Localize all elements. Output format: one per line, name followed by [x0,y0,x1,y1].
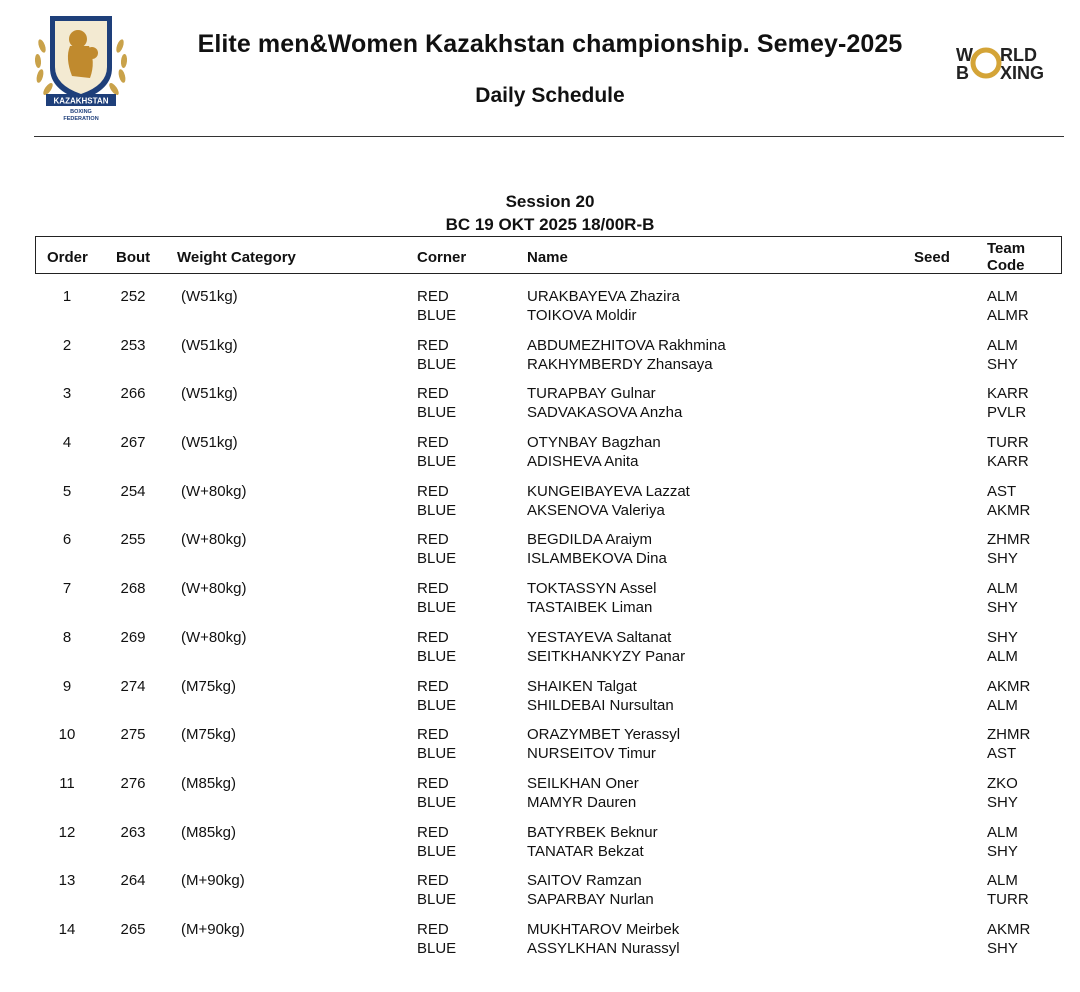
blue-team-code: ALM [987,647,1018,665]
table-row [0,920,1080,969]
blue-boxer-name: SHILDEBAI Nursultan [527,696,674,714]
weight-category: (M+90kg) [181,920,245,938]
weight-category: (W+80kg) [181,531,247,549]
red-boxer-name: TOKTASSYN Assel [527,580,657,598]
red-corner-label: RED [417,531,449,549]
blue-boxer-name: TOIKOVA Moldir [527,307,637,324]
blue-boxer-name: SAPARBAY Nurlan [527,891,654,909]
bout-number: 254 [120,482,146,500]
table-row [0,677,1080,726]
red-team-code: ALM [987,580,1018,598]
red-boxer-name: SEILKHAN Oner [527,774,639,792]
red-team-code: AKMR [987,920,1031,938]
column-header-weight-category: Weight Category [177,249,296,266]
red-boxer-name: OTYNBAY Bagzhan [527,434,661,452]
weight-category: (M85kg) [181,774,237,792]
red-boxer-name: MUKHTAROV Meirbek [527,920,680,938]
table-row [0,871,1080,920]
blue-boxer-name: RAKHYMBERDY Zhansaya [527,355,713,373]
blue-team-code: ALM [987,696,1018,714]
kazakhstan-boxing-federation-logo [32,6,130,124]
red-boxer-name: ORAZYMBET Yerassyl [527,726,681,744]
weight-category: (W+80kg) [181,482,247,500]
weight-category: (W51kg) [181,336,238,354]
bout-order: 1 [62,288,72,305]
red-boxer-name: TURAPBAY Gulnar [527,385,656,403]
blue-boxer-name: TASTAIBEK Liman [527,599,653,617]
red-corner-label: RED [417,774,449,792]
red-team-code: SHY [987,628,1018,646]
red-corner-label: RED [417,872,449,890]
blue-boxer-name: ISLAMBEKOVA Dina [527,550,667,568]
red-team-code: ALM [987,872,1018,890]
red-corner-label: RED [417,336,449,354]
bout-order: 10 [58,726,76,744]
table-row [0,774,1080,823]
bout-number: 268 [120,580,146,598]
bout-order: 9 [62,677,72,695]
red-corner-label: RED [417,823,449,841]
logo-text-federation: FEDERATION [63,116,99,122]
red-boxer-name: ABDUMEZHITOVA Rakhmina [527,336,726,354]
table-row [0,336,1080,385]
header-divider [34,136,1064,137]
blue-boxer-name: SEITKHANKYZY Panar [527,647,686,665]
bout-order: 5 [62,482,72,500]
blue-boxer-name: MAMYR Dauren [527,793,637,811]
bout-number: 274 [120,677,146,695]
red-boxer-name: KUNGEIBAYEVA Lazzat [527,482,690,500]
session-name: Session 20 [505,192,595,211]
column-header-seed: Seed [914,249,950,266]
blue-boxer-name: NURSEITOV Timur [527,745,656,763]
weight-category: (W51kg) [181,434,238,452]
bout-order: 12 [58,823,76,841]
bout-number: 266 [120,385,146,403]
table-row [0,530,1080,579]
red-team-code: AKMR [987,677,1031,695]
blue-team-code: SHY [987,355,1018,373]
blue-team-code: AST [987,745,1017,763]
weight-category: (M+90kg) [181,872,245,890]
blue-corner-label: BLUE [417,647,457,665]
blue-boxer-name: AKSENOVA Valeriya [527,501,665,519]
bout-number: 263 [120,823,146,841]
team-header-line2: Code [987,257,1025,274]
blue-corner-label: BLUE [417,891,457,909]
column-header-order: Order [47,249,88,266]
world-boxing-logo [955,44,1063,84]
red-corner-label: RED [417,628,449,646]
table-row [0,823,1080,872]
weight-category: (M85kg) [181,823,237,841]
logo-text-xing: XING [1000,63,1045,83]
blue-team-code: AKMR [987,501,1031,519]
blue-corner-label: BLUE [417,745,457,763]
blue-boxer-name: SADVAKASOVA Anzha [527,404,683,422]
page-subtitle: Daily Schedule [475,84,625,107]
bout-order: 4 [62,434,72,452]
logo-text-kazakhstan: KAZAKHSTAN [53,96,109,106]
blue-team-code: ALMR [987,307,1029,324]
logo-text-rld: RLD [1000,45,1037,65]
column-header-bout: Bout [116,249,151,266]
bout-number: 265 [120,920,146,938]
red-corner-label: RED [417,726,449,744]
blue-corner-label: BLUE [417,793,457,811]
logo-text-w: W [956,45,973,65]
table-row [0,433,1080,482]
table-row [0,725,1080,774]
red-corner-label: RED [417,288,449,305]
red-corner-label: RED [417,482,449,500]
blue-corner-label: BLUE [417,550,457,568]
table-row [0,579,1080,628]
bout-order: 11 [59,774,75,792]
session-date: BC 19 OKT 2025 18/00R-B [445,215,655,234]
red-team-code: ALM [987,288,1018,305]
team-header-line1: Team [987,240,1026,257]
blue-team-code: SHY [987,793,1018,811]
page-title: Elite men&Women Kazakhstan championship. Semey-2025 [197,30,903,58]
logo-text-boxing: BOXING [70,109,92,115]
bout-order: 14 [58,920,76,938]
table-row [0,287,1080,336]
red-boxer-name: SHAIKEN Talgat [527,677,637,695]
red-corner-label: RED [417,385,449,403]
red-boxer-name: YESTAYEVA Saltanat [527,628,672,646]
bout-order: 2 [62,336,72,354]
gold-ring-icon [973,50,999,76]
table-row [0,384,1080,433]
column-header-name: Name [527,249,568,266]
red-boxer-name: BEGDILDA Araiym [527,531,653,549]
schedule-table-body [0,287,1080,969]
bout-number: 253 [120,336,146,354]
bout-number: 264 [120,872,146,890]
red-corner-label: RED [417,434,449,452]
blue-corner-label: BLUE [417,355,457,373]
weight-category: (W+80kg) [181,580,247,598]
red-boxer-name: BATYRBEK Beknur [527,823,658,841]
bout-order: 7 [62,580,72,598]
blue-team-code: SHY [987,599,1018,617]
bout-order: 3 [62,385,72,403]
table-row [0,628,1080,677]
weight-category: (W51kg) [181,385,238,403]
blue-team-code: PVLR [987,404,1027,422]
bout-number: 267 [120,434,146,452]
blue-team-code: SHY [987,939,1018,957]
red-team-code: TURR [987,434,1029,452]
bout-number: 275 [120,726,146,744]
weight-category: (M75kg) [181,677,237,695]
red-boxer-name: SAITOV Ramzan [527,872,642,890]
blue-corner-label: BLUE [417,307,457,324]
blue-boxer-name: TANATAR Bekzat [527,842,644,860]
red-corner-label: RED [417,677,449,695]
blue-team-code: SHY [987,550,1018,568]
bout-order: 8 [62,628,72,646]
red-team-code: ALM [987,823,1018,841]
red-team-code: ALM [987,336,1018,354]
blue-corner-label: BLUE [417,696,457,714]
column-header-team-code [987,240,1025,274]
blue-corner-label: BLUE [417,501,457,519]
red-corner-label: RED [417,580,449,598]
red-team-code: KARR [987,385,1029,403]
bout-number: 255 [120,531,146,549]
blue-team-code: TURR [987,891,1029,909]
red-team-code: ZHMR [987,726,1031,744]
bout-order: 13 [58,872,76,890]
weight-category: (M75kg) [181,726,237,744]
red-team-code: AST [987,482,1017,500]
blue-boxer-name: ADISHEVA Anita [527,453,639,471]
column-header-corner: Corner [417,249,467,266]
blue-boxer-name: ASSYLKHAN Nurassyl [527,939,680,957]
weight-category: (W+80kg) [181,628,247,646]
bout-number: 252 [120,288,146,305]
blue-corner-label: BLUE [417,404,457,422]
bout-number: 276 [120,774,146,792]
red-corner-label: RED [417,920,449,938]
blue-corner-label: BLUE [417,939,457,957]
logo-text-b: B [956,63,969,83]
blue-corner-label: BLUE [417,842,457,860]
red-team-code: ZHMR [987,531,1031,549]
bout-number: 269 [120,628,146,646]
weight-category: (W51kg) [181,288,238,305]
blue-team-code: KARR [987,453,1029,471]
red-team-code: ZKO [987,774,1018,792]
blue-team-code: SHY [987,842,1018,860]
blue-corner-label: BLUE [417,453,457,471]
table-row [0,482,1080,531]
red-boxer-name: URAKBAYEVA Zhazira [527,288,680,305]
blue-corner-label: BLUE [417,599,457,617]
bout-order: 6 [62,531,72,549]
